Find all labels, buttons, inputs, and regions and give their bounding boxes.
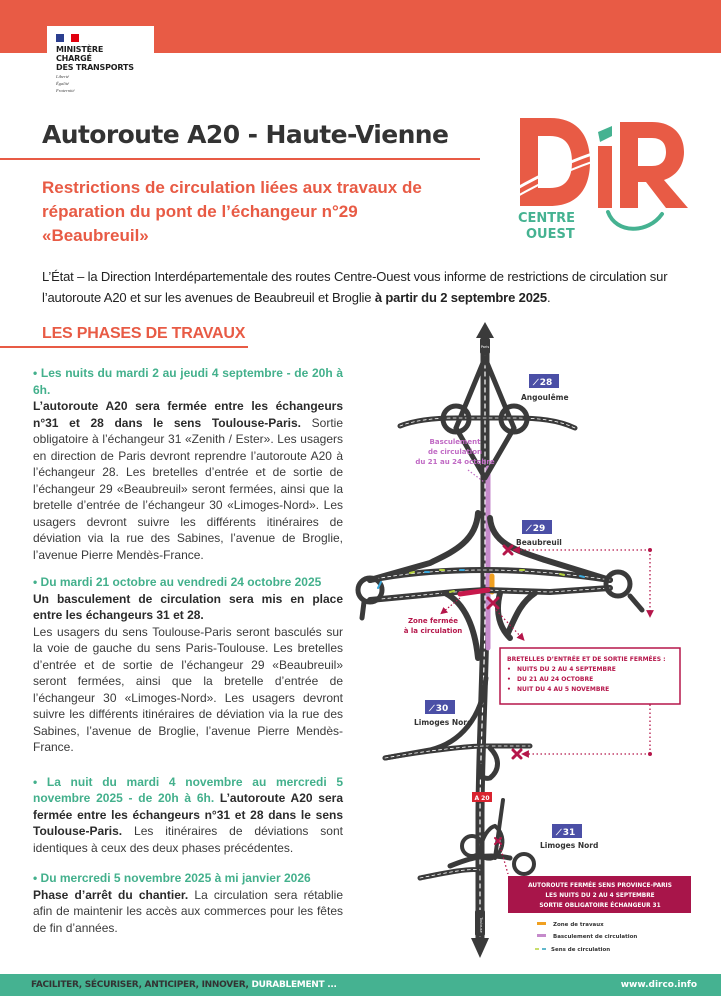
phase-item: [33, 870, 343, 936]
logo-text-ouest: OUEST: [526, 227, 575, 242]
exit-29-badge: [516, 520, 562, 547]
phase-item: [33, 774, 343, 857]
exit-30-badge: [414, 700, 472, 727]
svg-text:⟋: ⟋: [556, 828, 562, 837]
phase-lead: L’autoroute A20 sera fermée entre les échangeurs n°31 et 28 dans le sens Toulouse-Paris.: [33, 791, 343, 838]
zone-fermee-label-line: à la circulation: [403, 627, 463, 635]
phase-date: • Du mercredi 5 novembre 2025 à mi janvier 2026: [33, 871, 311, 885]
footer-slogan-highlight: DURABLEMENT ...: [251, 980, 337, 990]
exit-name: Angoulême: [521, 393, 569, 402]
phase-body: Sortie obligatoire à l’échangeur 31 «Zenith / Ester». Les usagers en direction de Paris devront reprendre l’autoroute A20 à l’échangeur 28. Les bretelles d’entrée et de sortie de l’échangeur 29 «Beaubreuil» seront fermées, ainsi que la bretelle d’entrée de l’échangeur 30 «Limoges-Nord». Les usagers devront suivre les différents itinéraires de déviation via la rue des Sabines, l’avenue de Broglie, l’avenue Pierre Mendès-France.: [33, 415, 343, 562]
ministry-name-line: MINISTÈRE: [56, 45, 104, 54]
legend-label: Sens de circulation: [551, 947, 611, 953]
ministry-logo: [47, 26, 154, 100]
intro-paragraph: [42, 266, 692, 308]
phase-item: [33, 574, 343, 756]
traffic-map: [350, 318, 721, 968]
exit-name: Limoges Nord: [540, 841, 599, 850]
dir-centre-ouest-logo: [512, 112, 692, 242]
phase-body: La circulation sera rétablie afin de maintenir les accès aux commerces pour les fêtes de fin d’années.: [33, 887, 343, 935]
footer-slogan-text: FACILITER, SÉCURISER, ANTICIPER, INNOVER,: [31, 980, 252, 990]
phases-list: [33, 365, 343, 947]
zone-fermee-label-line: Zone fermée: [407, 617, 459, 625]
arrow-top-label: Paris: [480, 345, 490, 349]
bretelles-item: NUIT DU 4 AU 5 NOVEMBRE: [517, 686, 610, 693]
motto-line: Fraternité: [56, 88, 75, 93]
phases-heading: LES PHASES DE TRAVAUX: [42, 325, 246, 342]
intro-text: L’État – la Direction Interdépartementale des routes Centre-Ouest vous informe de restrictions de circulation sur l’autoroute A20 et sur les avenues de Beaubreuil et Broglie: [42, 269, 668, 305]
exit-31-badge: [540, 824, 598, 850]
page-title: Autoroute A20 - Haute-Vienne: [42, 120, 449, 149]
map-legend: [535, 922, 637, 953]
basculement-label-line: du 21 au 24 octobre: [415, 458, 495, 466]
svg-text:•: •: [507, 686, 511, 693]
intro-date: à partir du 2 septembre 2025: [374, 290, 547, 305]
legend-swatch-works: [537, 922, 546, 925]
paris-direction-arrow: [476, 322, 494, 354]
exit-number: 29: [532, 524, 546, 534]
phase-lead: Un basculement de circulation sera mis en place entre les échangeurs 31 et 28.: [33, 591, 343, 622]
ministry-name-line: CHARGÉ: [56, 54, 92, 63]
phase-lead: Phase d’arrêt du chantier.: [33, 887, 189, 902]
phase-date: • La nuit du mardi 4 novembre au mercredi 5 novembre 2025 - de 20h à 6h.: [33, 774, 343, 805]
svg-text:•: •: [507, 676, 511, 683]
bretelles-item: NUITS DU 2 AU 4 SEPTEMBRE: [517, 666, 616, 673]
autoroute-closure-box: [508, 876, 691, 913]
bretelles-item: DU 21 AU 24 OCTOBRE: [517, 676, 594, 683]
svg-text:•: •: [507, 666, 511, 673]
footer-website-link[interactable]: www.dirco.info: [620, 980, 697, 990]
title-divider: [0, 158, 480, 160]
exit-name: Limoges Nord: [414, 718, 473, 727]
bretelles-title: BRETELLES D’ENTRÉE ET DE SORTIE FERMÉES :: [507, 656, 666, 663]
page-subtitle: Restrictions de circulation liées aux travaux de réparation du pont de l’échangeur n°29 «Beaubreuil»: [42, 178, 422, 245]
footer-band: [0, 974, 721, 996]
exit-28-badge: [521, 374, 569, 402]
phase-item: [33, 365, 343, 563]
legend-label: Zone de travaux: [553, 922, 604, 928]
svg-text:⟋: ⟋: [533, 378, 539, 387]
svg-text:⟋: ⟋: [526, 524, 532, 533]
closure-line: SORTIE OBLIGATOIRE ÉCHANGEUR 31: [539, 903, 661, 909]
toulouse-direction-arrow: [471, 910, 489, 958]
phase-date: • Du mardi 21 octobre au vendredi 24 octobre 2025: [33, 575, 322, 589]
french-flag-icon: [56, 34, 154, 42]
phase-body: Les usagers du sens Toulouse-Paris seront basculés sur la voie de gauche du sens Paris-Toulouse. Les bretelles d’entrée et de sortie de l’échangeur 29 «Beaubreuil» seront fermées, ainsi que la bretelle d’entrée de l’échangeur 30 «Limoges-Nord». Les usagers devront suivre les différents itinéraires de déviation via la rue des Sabines, l’avenue de Broglie, l’avenue Pierre Mendès-France.: [33, 624, 343, 754]
exit-number: 28: [539, 378, 553, 388]
logo-text-centre: CENTRE: [518, 211, 576, 226]
basculement-label-line: Basculement: [429, 438, 481, 446]
exit-number: 30: [435, 704, 449, 714]
footer-slogan: [31, 980, 337, 990]
bretelles-closed-box: [500, 648, 680, 704]
phases-divider: [0, 346, 248, 348]
ministry-name-line: DES TRANSPORTS: [56, 63, 134, 72]
legend-swatch-basculement: [537, 934, 546, 937]
legend-label: Basculement de circulation: [553, 934, 638, 940]
phase-body: Les itinéraires de déviations sont identiques à ceux des deux phases précédentes.: [33, 824, 343, 855]
svg-text:⟋: ⟋: [429, 704, 435, 713]
zone-fermee-label: [404, 617, 463, 635]
intro-end: .: [546, 290, 551, 305]
exit-name: Beaubreuil: [516, 538, 562, 547]
phase-lead: L’autoroute A20 sera fermée entre les échangeurs n°31 et 28 dans le sens Toulouse-Paris.: [33, 399, 343, 430]
closure-line: LES NUITS DU 2 AU 4 SEPTEMBRE: [545, 893, 655, 899]
basculement-label-line: de circulation: [428, 448, 482, 456]
closure-line: AUTOROUTE FERMÉE SENS PROVINCE-PARIS: [528, 883, 672, 889]
arrow-bottom-label: Toulouse: [479, 917, 483, 933]
motto-line: Égalité: [56, 81, 69, 86]
road-label: A 20: [474, 795, 490, 802]
phase-date: • Les nuits du mardi 2 au jeudi 4 septembre - de 20h à 6h.: [33, 366, 343, 397]
motto-line: Liberté: [56, 74, 69, 79]
exit-number: 31: [562, 828, 576, 838]
